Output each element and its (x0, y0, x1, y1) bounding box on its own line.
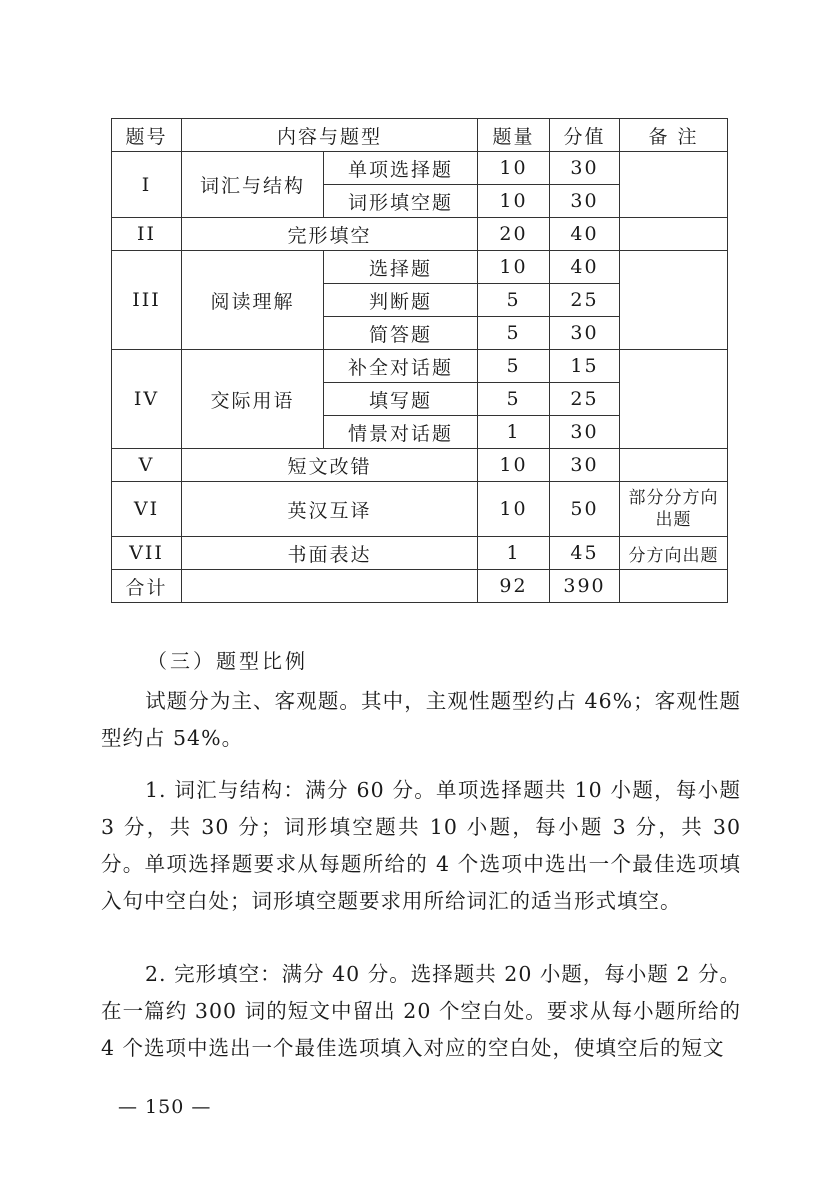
row-count: 5 (478, 383, 550, 416)
row-number: II (112, 218, 182, 251)
total-note (620, 570, 728, 603)
paragraph (101, 772, 741, 920)
row-section: 英汉互译 (182, 482, 478, 537)
row-type: 情景对话题 (324, 416, 478, 449)
table-total-row (112, 570, 728, 603)
row-section: 短文改错 (182, 449, 478, 482)
row-section: 词汇与结构 (182, 152, 324, 218)
row-type: 判断题 (324, 284, 478, 317)
row-score: 40 (550, 251, 620, 284)
row-number: VI (112, 482, 182, 537)
header-number: 题号 (112, 119, 182, 152)
row-type: 简答题 (324, 317, 478, 350)
paragraph-text: 1. 词汇与结构：满分 60 分。单项选择题共 10 小题，每小题 3 分，共 30 分；词形填空题共 10 小题，每小题 3 分，共 30 分。单项选择题要求从每题所给的 4 个选项中选出一个最佳选项填入句中空白处；词形填空题要求用所给词汇的适当形式填空。 (101, 778, 741, 913)
row-number: I (112, 152, 182, 218)
row-count: 5 (478, 317, 550, 350)
row-section: 阅读理解 (182, 251, 324, 350)
table-row (112, 350, 728, 383)
row-note (620, 218, 728, 251)
row-score: 40 (550, 218, 620, 251)
row-number: V (112, 449, 182, 482)
row-score: 30 (550, 185, 620, 218)
row-count: 10 (478, 185, 550, 218)
header-content: 内容与题型 (182, 119, 478, 152)
row-count: 1 (478, 416, 550, 449)
row-section: 书面表达 (182, 537, 478, 570)
row-score: 15 (550, 350, 620, 383)
table-row (112, 537, 728, 570)
row-count: 10 (478, 449, 550, 482)
row-note (620, 251, 728, 350)
row-count: 10 (478, 482, 550, 537)
row-note: 部分分方向出题 (620, 482, 728, 537)
row-section: 完形填空 (182, 218, 478, 251)
row-count: 10 (478, 152, 550, 185)
row-score: 30 (550, 416, 620, 449)
row-type: 单项选择题 (324, 152, 478, 185)
row-section: 交际用语 (182, 350, 324, 449)
row-note: 分方向出题 (620, 537, 728, 570)
total-score: 390 (550, 570, 620, 603)
row-note (620, 152, 728, 218)
header-note: 备 注 (620, 119, 728, 152)
page-number: — 150 — (118, 1096, 212, 1118)
total-section (182, 570, 478, 603)
table-row (112, 482, 728, 537)
row-number: VII (112, 537, 182, 570)
table-row (112, 251, 728, 284)
row-number: III (112, 251, 182, 350)
row-score: 30 (550, 152, 620, 185)
row-type: 词形填空题 (324, 185, 478, 218)
row-score: 30 (550, 317, 620, 350)
table-row (112, 152, 728, 185)
header-count: 题量 (478, 119, 550, 152)
total-count: 92 (478, 570, 550, 603)
row-score: 25 (550, 284, 620, 317)
row-type: 补全对话题 (324, 350, 478, 383)
row-note (620, 449, 728, 482)
row-score: 25 (550, 383, 620, 416)
row-count: 1 (478, 537, 550, 570)
row-score: 30 (550, 449, 620, 482)
row-type: 选择题 (324, 251, 478, 284)
row-score: 45 (550, 537, 620, 570)
header-score: 分值 (550, 119, 620, 152)
paragraph-text: 2. 完形填空：满分 40 分。选择题共 20 小题，每小题 2 分。在一篇约 300 词的短文中留出 20 个空白处。要求从每小题所给的 4 个选项中选出一个最佳选项填入对应的空白处，使填空后的短文 (101, 962, 741, 1060)
paragraph (101, 956, 741, 1067)
row-count: 5 (478, 284, 550, 317)
total-label: 合计 (112, 570, 182, 603)
row-count: 10 (478, 251, 550, 284)
exam-structure-table (111, 118, 728, 603)
row-type: 填写题 (324, 383, 478, 416)
section-heading: （三）题型比例 (147, 649, 308, 673)
row-count: 5 (478, 350, 550, 383)
table-row (112, 449, 728, 482)
row-count: 20 (478, 218, 550, 251)
table-header-row (112, 119, 728, 152)
row-note (620, 350, 728, 449)
paragraph-text: 试题分为主、客观题。其中，主观性题型约占 46%；客观性题型约占 54%。 (101, 689, 741, 750)
table-row (112, 218, 728, 251)
paragraph (101, 683, 741, 757)
row-score: 50 (550, 482, 620, 537)
row-number: IV (112, 350, 182, 449)
